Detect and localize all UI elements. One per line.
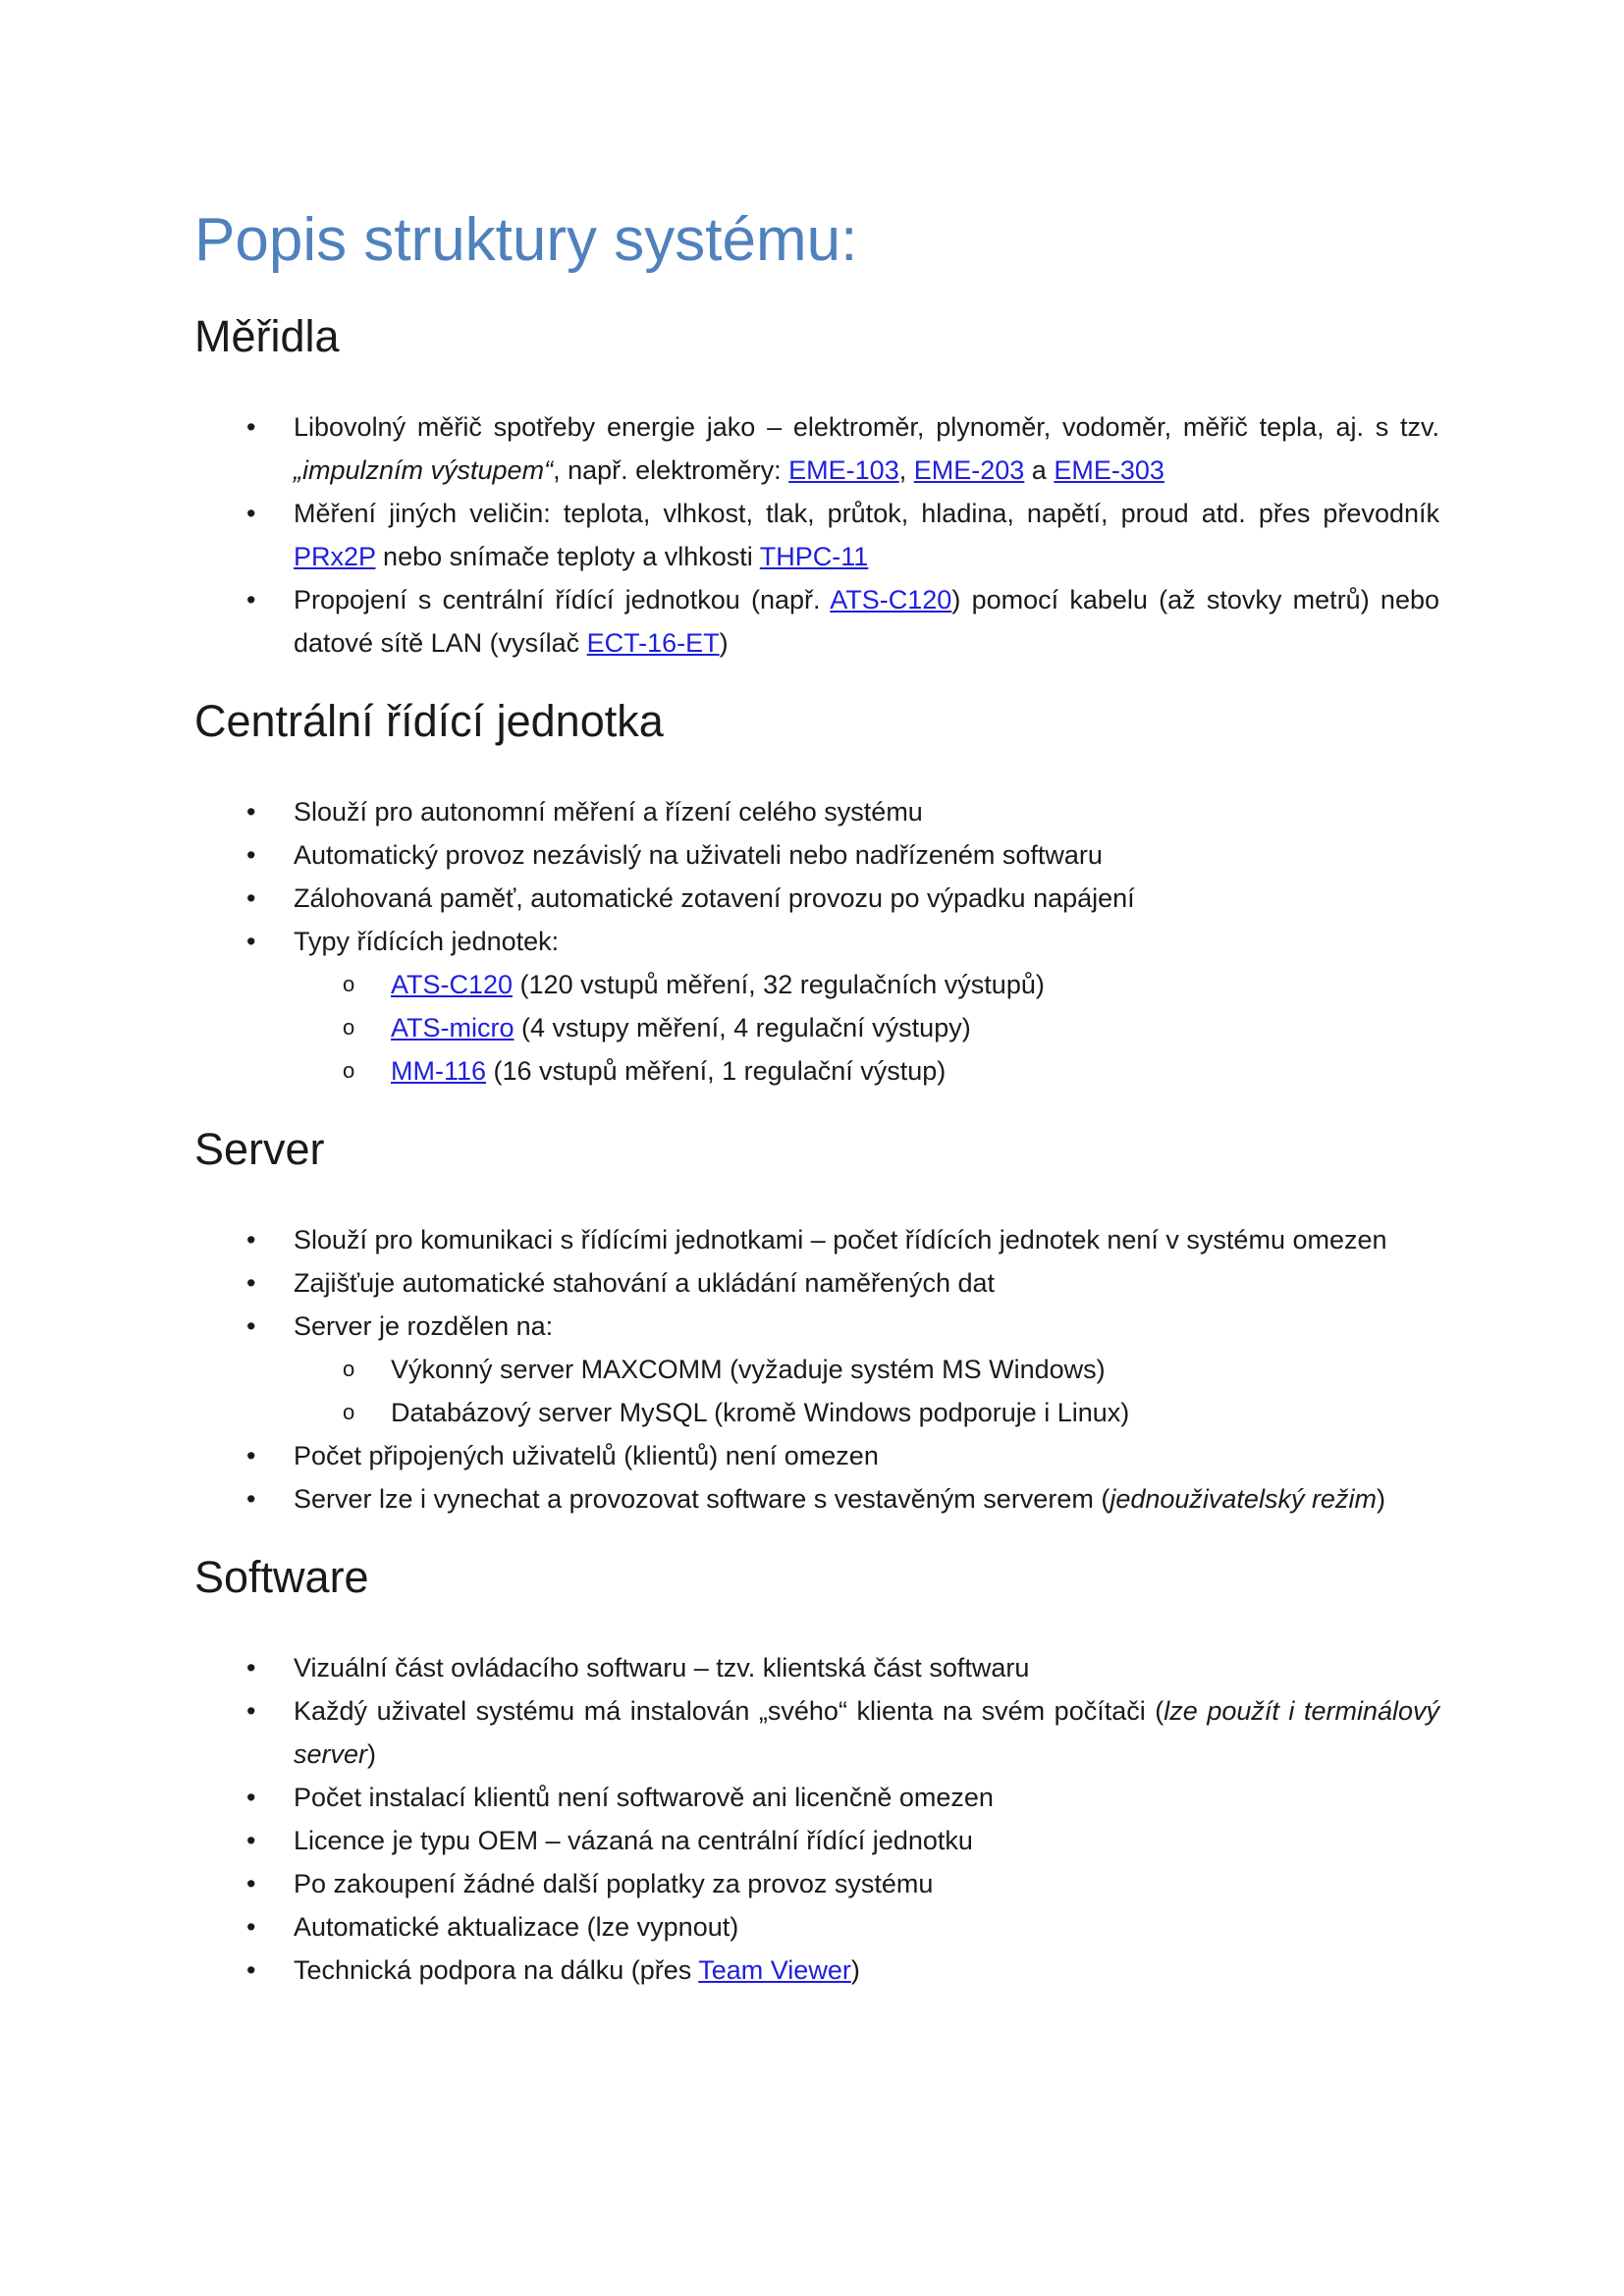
item-text: (120 vstupů měření, 32 regulačních výstupů) [513, 970, 1045, 999]
item-text: Databázový server MySQL (kromě Windows podporuje i Linux) [391, 1398, 1130, 1427]
jednotka-list [194, 790, 1439, 1093]
sub-bullet: o [343, 1357, 355, 1381]
bullet: • [246, 797, 256, 827]
list-item [194, 578, 1439, 665]
bullet: • [246, 585, 256, 614]
list-item [194, 920, 1439, 1093]
item-text: Zálohovaná paměť, automatické zotavení provozu po výpadku napájení [294, 883, 1135, 913]
server-list [194, 1218, 1439, 1521]
link-eme-203[interactable]: EME-203 [913, 455, 1025, 485]
sub-list-item [194, 1391, 1439, 1434]
link-eme-103[interactable]: EME-103 [788, 455, 899, 485]
link-mm-116[interactable]: MM-116 [391, 1056, 487, 1086]
link-ats-micro[interactable]: ATS-micro [391, 1013, 514, 1042]
bullet: • [246, 1225, 256, 1255]
item-text: (4 vstupy měření, 4 regulační výstupy) [514, 1013, 971, 1042]
item-text: Měření jiných veličin: teplota, vlhkost, tlak, průtok, hladina, napětí, proud atd. přes převodník [294, 499, 1439, 528]
bullet: • [246, 840, 256, 870]
item-text: Počet instalací klientů není softwarově ani licenčně omezen [294, 1783, 994, 1812]
sub-bullet: o [343, 972, 355, 996]
item-text: Slouží pro autonomní měření a řízení celého systému [294, 797, 923, 827]
list-item [194, 1776, 1439, 1819]
link-prx2p[interactable]: PRx2P [294, 542, 376, 571]
item-text: ) [719, 628, 729, 658]
bullet: • [246, 1484, 256, 1514]
item-text: , např. elektroměry: [553, 455, 789, 485]
sub-list-item [194, 1348, 1439, 1391]
link-eme-303[interactable]: EME-303 [1054, 455, 1164, 485]
list-item [194, 1819, 1439, 1862]
sub-bullet: o [343, 1058, 355, 1083]
link-team-viewer[interactable]: Team Viewer [698, 1955, 851, 1985]
list-item [194, 1689, 1439, 1776]
sub-list-item [194, 1049, 1439, 1093]
section-heading-software: Software [194, 1552, 369, 1602]
item-text: Automatický provoz nezávislý na uživateli nebo nadřízeném softwaru [294, 840, 1103, 870]
sub-list-item [194, 963, 1439, 1006]
item-text: Libovolný měřič spotřeby energie jako – elektroměr, plynoměr, vodoměr, měřič tepla, aj. s tzv. [294, 412, 1439, 442]
link-ect-16-et[interactable]: ECT-16-ET [586, 628, 720, 658]
bullet: • [246, 499, 256, 528]
item-text: Propojení s centrální řídící jednotkou (např. [294, 585, 831, 614]
item-text: , [898, 455, 914, 485]
item-text: Po zakoupení žádné další poplatky za provoz systému [294, 1869, 934, 1898]
bullet: • [246, 1783, 256, 1812]
bullet: • [246, 927, 256, 956]
section-heading-jednotka: Centrální řídící jednotka [194, 696, 664, 746]
item-text: ) pomocí kabelu (až stovky metrů) nebo datové sítě LAN (vysílač [294, 585, 1439, 658]
item-text: Zajišťuje automatické stahování a ukládání naměřených dat [294, 1268, 996, 1298]
bullet: • [246, 1653, 256, 1682]
item-text: Licence je typu OEM – vázaná na centrální řídící jednotku [294, 1826, 973, 1855]
software-list [194, 1646, 1439, 1992]
item-text: Server lze i vynechat a provozovat software s vestavěným serverem ( [294, 1484, 1110, 1514]
list-item [194, 492, 1439, 578]
link-ats-c120[interactable]: ATS-C120 [830, 585, 952, 614]
list-item [194, 1477, 1439, 1521]
list-item [194, 833, 1439, 877]
link-ats-c120-sub[interactable]: ATS-C120 [391, 970, 514, 999]
list-item [194, 790, 1439, 833]
bullet: • [246, 1311, 256, 1341]
document-page [194, 201, 1439, 1992]
item-emphasis: lze použít i terminálový server [294, 1696, 1439, 1769]
item-text: nebo snímače teploty a vlhkosti [375, 542, 760, 571]
item-text: Vizuální část ovládacího softwaru – tzv. klientská část softwaru [294, 1653, 1030, 1682]
bullet: • [246, 1441, 256, 1470]
bullet: • [246, 1869, 256, 1898]
item-text: ) [1376, 1484, 1385, 1514]
section-heading-meridla: Měřidla [194, 311, 340, 361]
item-text: ) [367, 1739, 377, 1769]
item-text: (16 vstupů měření, 1 regulační výstup) [486, 1056, 947, 1086]
item-text: Technická podpora na dálku (přes [294, 1955, 699, 1985]
document-title: Popis struktury systému: [194, 206, 858, 274]
list-item [194, 1434, 1439, 1477]
list-item [194, 1305, 1439, 1434]
section-heading-server: Server [194, 1124, 325, 1174]
item-text: Slouží pro komunikaci s řídícími jednotkami – počet řídících jednotek není v systému omezen [294, 1225, 1387, 1255]
bullet: • [246, 1826, 256, 1855]
item-text: Automatické aktualizace (lze vypnout) [294, 1912, 739, 1942]
bullet: • [246, 1268, 256, 1298]
jednotka-sublist [294, 963, 1439, 1093]
sub-bullet: o [343, 1015, 355, 1040]
item-text: Výkonný server MAXCOMM (vyžaduje systém MS Windows) [391, 1355, 1106, 1384]
list-item [194, 1646, 1439, 1689]
item-text: ) [850, 1955, 860, 1985]
link-thpc-11[interactable]: THPC-11 [759, 542, 869, 571]
item-emphasis: „impulzním výstupem“ [294, 455, 554, 485]
meridla-list [194, 405, 1439, 665]
bullet: • [246, 1955, 256, 1985]
list-item [194, 1218, 1439, 1261]
list-item [194, 1862, 1439, 1905]
list-item [194, 1905, 1439, 1949]
item-emphasis: jednouživatelský režim [1110, 1484, 1377, 1514]
sub-bullet: o [343, 1400, 355, 1424]
list-item [194, 1261, 1439, 1305]
item-text: Každý uživatel systému má instalován „svého“ klienta na svém počítači ( [294, 1696, 1164, 1726]
bullet: • [246, 883, 256, 913]
bullet: • [246, 412, 256, 442]
item-text: a [1024, 455, 1055, 485]
sub-list-item [194, 1006, 1439, 1049]
list-item [194, 877, 1439, 920]
bullet: • [246, 1696, 256, 1726]
item-text: Typy řídících jednotek: [294, 927, 560, 956]
list-item [194, 1949, 1439, 1992]
list-item [194, 405, 1439, 492]
item-text: Počet připojených uživatelů (klientů) není omezen [294, 1441, 879, 1470]
bullet: • [246, 1912, 256, 1942]
server-sublist [294, 1348, 1439, 1434]
item-text: Server je rozdělen na: [294, 1311, 554, 1341]
